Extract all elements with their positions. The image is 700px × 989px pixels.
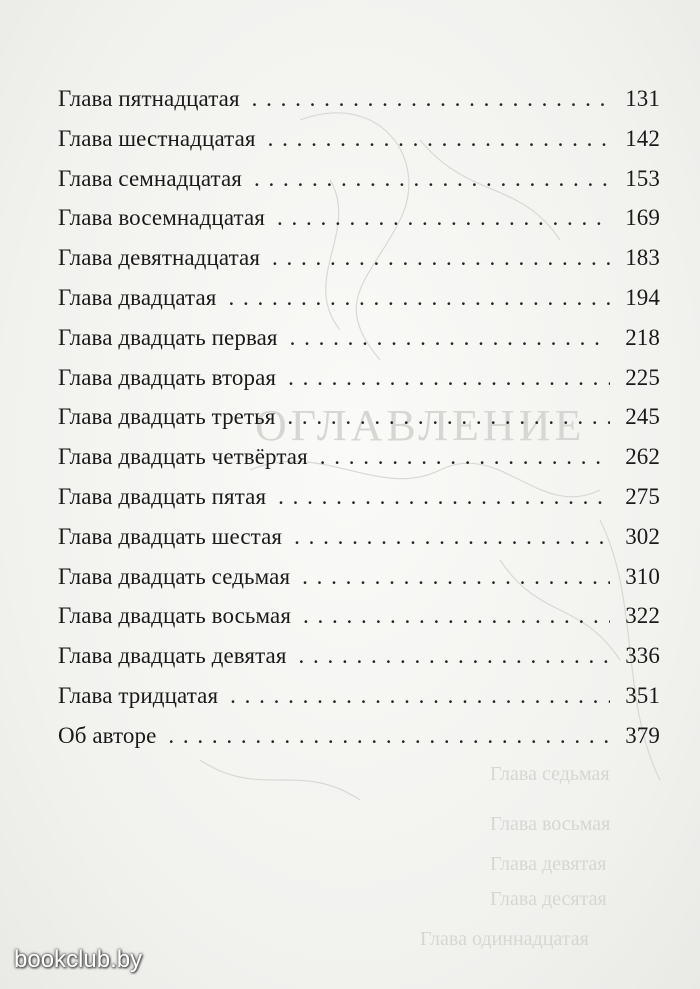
dot-leader: [299, 643, 610, 669]
toc-entry-page-number: 275: [625, 483, 660, 509]
toc-entry-page-number: 142: [625, 125, 660, 151]
toc-entry: [58, 484, 660, 524]
toc-entry-title: Глава шестнадцатая: [58, 125, 256, 151]
toc-entry: [58, 643, 660, 683]
toc-entry-title: Глава двадцать шестая: [58, 523, 283, 549]
toc-entry-title: Глава восемнадцатая: [58, 205, 265, 231]
toc-entry-page-number: 183: [625, 245, 660, 271]
dot-leader: [272, 245, 610, 271]
toc-entry-page-number: 194: [625, 284, 660, 310]
watermark-logo: bookclub.by: [14, 946, 143, 973]
toc-entry-title: Глава пятнадцатая: [58, 86, 240, 111]
toc-entry-page-number: 336: [625, 643, 660, 669]
toc-entry: [58, 524, 660, 564]
toc-entry: [58, 205, 660, 245]
toc-entry-title: Об авторе: [58, 722, 157, 748]
svg-text:Глава девятая: Глава девятая: [490, 853, 607, 875]
svg-text:Глава восьмая: Глава восьмая: [490, 813, 611, 835]
toc-entry-page-number: 131: [625, 86, 660, 111]
dot-leader: [320, 444, 610, 470]
toc-entry-title: Глава двадцать первая: [58, 324, 278, 350]
dot-leader: [230, 683, 610, 709]
toc-entry-title: Глава двадцать девятая: [58, 643, 287, 669]
toc-entry-page-number: 379: [625, 722, 660, 748]
svg-text:Глава десятая: Глава десятая: [490, 888, 607, 910]
toc-entry-page-number: 310: [625, 563, 660, 589]
dot-leader: [294, 524, 610, 550]
dot-leader: [254, 166, 610, 192]
dot-leader: [302, 564, 610, 590]
toc-entry-page-number: 225: [625, 364, 660, 390]
toc-entry: [58, 723, 660, 763]
toc-entry-title: Глава семнадцатая: [58, 165, 242, 191]
dot-leader: [290, 325, 610, 351]
toc-entry: [58, 365, 660, 405]
toc-entry: [58, 86, 660, 126]
toc-entry: [58, 325, 660, 365]
dot-leader: [228, 285, 610, 311]
toc-entry: [58, 683, 660, 723]
toc-entry: [58, 603, 660, 643]
toc-entry: [58, 285, 660, 325]
dot-leader: [303, 603, 610, 629]
table-of-contents: [58, 86, 660, 763]
toc-entry-page-number: 218: [625, 324, 660, 350]
toc-entry: [58, 245, 660, 285]
toc-entry-page-number: 351: [625, 682, 660, 708]
svg-text:Глава одиннадцатая: Глава одиннадцатая: [420, 928, 589, 950]
toc-entry: [58, 564, 660, 604]
toc-entry-page-number: 245: [625, 404, 660, 430]
dot-leader: [168, 723, 610, 749]
dot-leader: [277, 205, 610, 231]
dot-leader: [268, 126, 610, 152]
toc-entry-title: Глава двадцать восьмая: [58, 603, 292, 629]
dot-leader: [288, 365, 610, 391]
toc-entry: [58, 404, 660, 444]
dot-leader: [252, 86, 610, 112]
toc-entry-title: Глава двадцатая: [58, 284, 217, 310]
toc-entry: [58, 444, 660, 484]
svg-text:ОГЛАВЛЕНИЕ: ОГЛАВЛЕНИЕ: [255, 401, 586, 450]
toc-entry-title: Глава двадцать вторая: [58, 364, 277, 390]
dot-leader: [278, 484, 610, 510]
toc-entry-page-number: 322: [625, 603, 660, 629]
toc-entry-title: Глава двадцать седьмая: [58, 563, 291, 589]
toc-entry-title: Глава двадцать третья: [58, 404, 276, 430]
toc-entry-page-number: 169: [625, 205, 660, 231]
toc-entry-title: Глава двадцать четвёртая: [58, 444, 308, 470]
toc-entry-title: Глава девятнадцатая: [58, 245, 261, 271]
toc-entry: [58, 166, 660, 206]
svg-text:Глава седьмая: Глава седьмая: [490, 763, 610, 785]
dot-leader: [287, 404, 610, 430]
toc-entry-title: Глава двадцать пятая: [58, 483, 267, 509]
toc-entry-page-number: 153: [625, 165, 660, 191]
toc-entry-page-number: 262: [625, 444, 660, 470]
toc-entry: [58, 126, 660, 166]
toc-entry-page-number: 302: [625, 523, 660, 549]
toc-entry-title: Глава тридцатая: [58, 682, 219, 708]
